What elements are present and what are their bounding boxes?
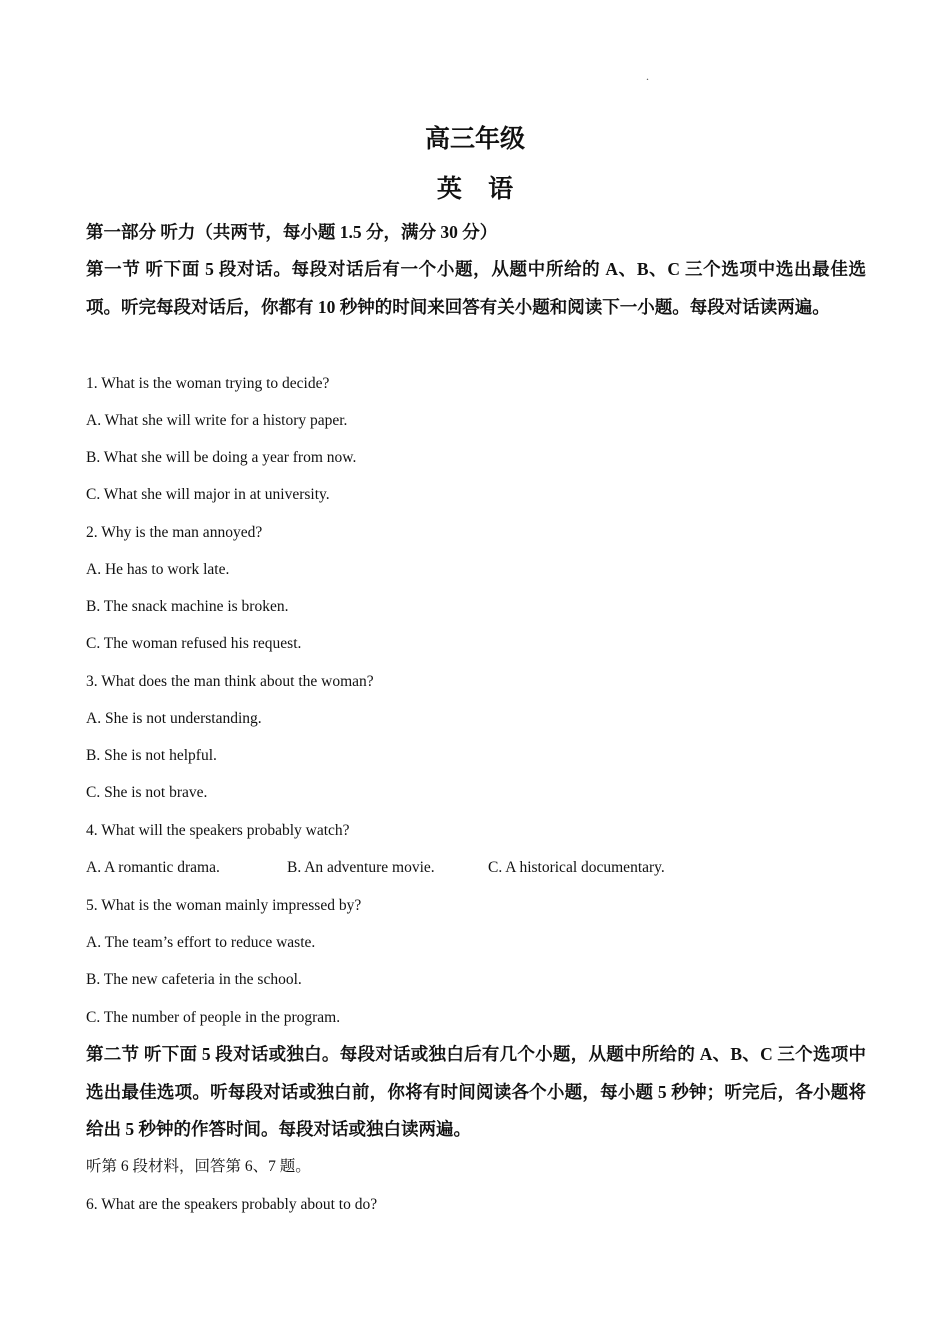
q3-option-c: C. She is not brave.: [86, 784, 208, 801]
q2-option-a: A. He has to work late.: [86, 561, 230, 578]
q5-option-a: A. The team’s effort to reduce waste.: [86, 934, 316, 951]
q2-option-c: C. The woman refused his request.: [86, 635, 302, 652]
q1-option-c: C. What she will major in at university.: [86, 486, 330, 503]
header-dot: .: [646, 69, 649, 83]
q4-option-b: B. An adventure movie.: [287, 859, 435, 876]
section1-instructions: 第一节 听下面 5 段对话。每段对话后有一个小题，从题中所给的 A、B、C 三个选项中选出最佳选项。听完每段对话后，你都有 10 秒钟的时间来回答有关小题和阅读下一小题。每段对话读两遍。: [86, 259, 866, 317]
question-6: 6. What are the speakers probably about to do?: [86, 1196, 378, 1213]
question-5: 5. What is the woman mainly impressed by?: [86, 897, 362, 914]
section2-instructions: 第二节 听下面 5 段对话或独白。每段对话或独白后有几个小题，从题中所给的 A、B、C 三个选项中选出最佳选项。听每段对话或独白前，你将有时间阅读各个小题，每小题 5 秒钟；听完后，各小题将给出 5 秒钟的作答时间。每段对话或独白读两遍。: [86, 1044, 866, 1139]
question-3: 3. What does the man think about the woman?: [86, 673, 374, 690]
question-2: 2. Why is the man annoyed?: [86, 524, 263, 541]
q5-option-b: B. The new cafeteria in the school.: [86, 971, 302, 988]
subject-title: 英 语: [436, 176, 524, 203]
material-6-note: 听第 6 段材料，回答第 6、7 题。: [86, 1158, 311, 1175]
q3-option-a: A. She is not understanding.: [86, 710, 262, 727]
question-4: 4. What will the speakers probably watch?: [86, 822, 350, 839]
grade-title: 高三年级: [424, 126, 525, 153]
question-1: 1. What is the woman trying to decide?: [86, 375, 330, 392]
q4-option-a: A. A romantic drama.: [86, 859, 220, 876]
q4-option-c: C. A historical documentary.: [488, 859, 665, 876]
q1-option-b: B. What she will be doing a year from now.: [86, 449, 357, 466]
q1-option-a: A. What she will write for a history paper.: [86, 412, 348, 429]
q2-option-b: B. The snack machine is broken.: [86, 598, 289, 615]
q5-option-c: C. The number of people in the program.: [86, 1009, 341, 1026]
part1-heading: 第一部分 听力（共两节，每小题 1.5 分，满分 30 分）: [86, 222, 498, 242]
q3-option-b: B. She is not helpful.: [86, 747, 217, 764]
